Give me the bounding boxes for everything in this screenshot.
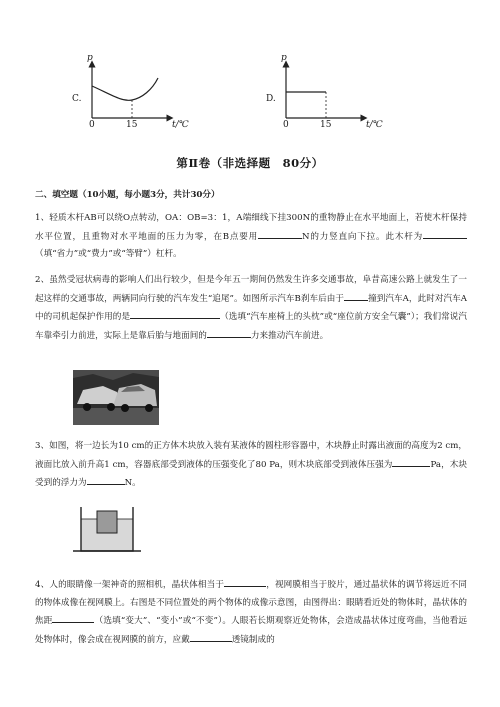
x-axis-label: t/℃ <box>172 120 189 130</box>
container-with-wooden-block-figure <box>73 505 143 559</box>
q3-text-b: Pa，木块受到的浮力为 <box>35 459 467 488</box>
q1-text-a: 1、轻质木杆AB可以绕O点转动，OA：OB=3：1，A端细线下挂300N的重物静止在水平地面上，若使木杆保持水平位置，且重物对水平地面的压力为零，在B点要用 <box>35 213 467 242</box>
q3-blank-1[interactable] <box>392 456 430 467</box>
question-1 <box>35 210 467 264</box>
x-axis-label: t/℃ <box>366 120 383 130</box>
y-axis-label: p <box>281 53 287 63</box>
graph-option-d <box>264 53 414 138</box>
car-collision-photo <box>73 370 159 425</box>
option-label: C. <box>72 94 82 104</box>
q2-blank-3[interactable] <box>207 327 251 338</box>
q2-blank-2[interactable] <box>130 308 220 319</box>
q4-blank-2[interactable] <box>52 612 94 623</box>
question-2 <box>35 272 467 345</box>
q1-blank-1[interactable] <box>258 228 302 239</box>
option-label: D. <box>266 94 276 104</box>
q2-text-d: 力来推动汽车前进。 <box>250 330 329 341</box>
q4-text-b: ，视网膜相当于胶片，通过晶状体的调节将远近不同的物体成像在视网膜上。右图是不同位置处的两个物体的成像示意图，由图得出：眼睛看近处的物体时，晶状体的焦距 <box>35 580 467 626</box>
question-3 <box>35 438 467 493</box>
origin-label: 0 <box>283 120 289 130</box>
q4-blank-3[interactable] <box>190 631 232 642</box>
q4-text-d: 透镜制成的 <box>231 634 275 645</box>
part-heading: 二、填空题（10小题，每小题3分，共计30分） <box>35 190 220 200</box>
q2-text-c: （选填“汽车座椅上的头枕”或“座位前方安全气囊”）；我们常说汽车靠牵引力前进，实际上是靠后胎与地面间的 <box>35 312 467 341</box>
q1-text-b: N的力竖直向下拉。此木杆为 <box>302 231 423 242</box>
q1-text-c: （填“省力”或“费力”或“等臂”）杠杆。 <box>35 249 182 259</box>
q3-text-c: N。 <box>124 478 141 488</box>
q4-text-c: （选填“变大”、“变小”或“不变”）。人眼若长期观察近处物体，会造成晶状体过度弯曲，当他看远处物体时，像会成在视网膜的前方，应戴 <box>35 616 467 645</box>
q3-text-a: 3、如图，将一边长为10 cm的正方体木块放入装有某液体的圆柱形容器中，木块静止时露出液面的高度为2 cm，液面比放入前升高1 cm，容器底部受到液体的压强变化了80 Pa，则木块底部受到液体压强为 <box>35 441 467 470</box>
q4-text-a: 4、人的眼睛像一架神奇的照相机，晶状体相当于 <box>35 580 225 590</box>
y-axis-label: p <box>87 53 93 63</box>
q3-blank-2[interactable] <box>87 474 125 485</box>
tick-label: 15 <box>126 120 138 130</box>
q1-blank-2[interactable] <box>423 228 467 239</box>
section-title: 第Ⅱ卷（非选择题 80分） <box>176 156 324 170</box>
origin-label: 0 <box>89 120 95 130</box>
q2-blank-1[interactable] <box>344 290 368 301</box>
q2-text-b: 撞到汽车A，此时对汽车A中的司机起保护作用的是 <box>35 293 467 322</box>
graph-option-c <box>70 53 220 138</box>
q2-text-a: 2、虽然受冠状病毒的影响人们出行较少，但是今年五一期间仍然发生许多交通事故，阜昔高速公路上就发生了一起这样的交通事故，两辆同向行驶的汽车发生“追尾”。如图所示汽车B刹车后由于 <box>35 275 467 304</box>
question-4 <box>35 576 467 649</box>
q4-blank-1[interactable] <box>224 576 266 587</box>
tick-label: 15 <box>320 120 332 130</box>
